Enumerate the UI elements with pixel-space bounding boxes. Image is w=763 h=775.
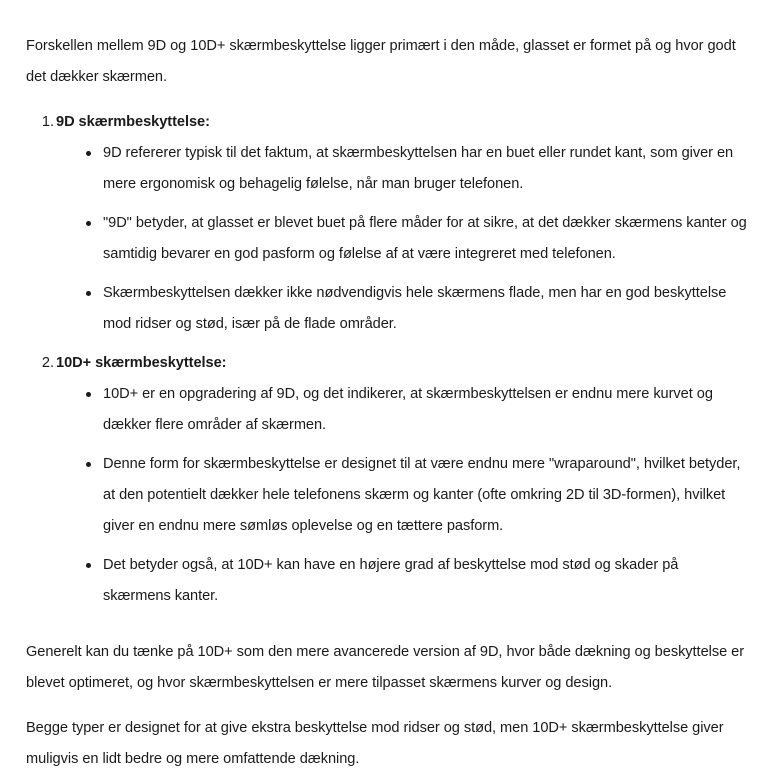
list-number-marker-1 xyxy=(36,107,54,138)
bullet-dot-icon xyxy=(86,563,91,568)
bullet-text: Skærmbeskyttelsen dækker ikke nødvendigvis hele skærmens flade, men har en god beskyttelse mod ridser og stød, især på de flade områder. xyxy=(103,285,727,332)
list-number-marker-2 xyxy=(36,348,54,379)
bullet-item xyxy=(56,208,750,270)
bullet-text: "9D" betyder, at glasset er blevet buet på flere måder for at sikre, at det dækker skærmens kanter og samtidig bevarer en god pasform og følelse af at være integreret med telefonen. xyxy=(103,215,747,262)
bullet-text: 9D refererer typisk til det faktum, at skærmbeskyttelsen har en buet eller rundet kant, som giver en mere ergonomisk og behagelig følelse, når man bruger telefonen. xyxy=(103,145,734,192)
ordered-list xyxy=(26,107,750,612)
closing-paragraph-1: Generelt kan du tænke på 10D+ som den mere avancerede version af 9D, hvor både dækning og beskyttelse er blevet optimeret, og hvor skærmbeskyttelsen er mere tilpasset skærmens kurver og design. xyxy=(26,644,745,691)
list-heading-2: 10D+ skærmbeskyttelse: xyxy=(56,355,227,371)
bullet-dot-icon xyxy=(86,462,91,467)
bullet-text: Det betyder også, at 10D+ kan have en højere grad af beskyttelse mod stød og skader på skærmens kanter. xyxy=(103,557,679,604)
bullet-item xyxy=(56,278,750,340)
bullet-item xyxy=(56,550,750,612)
bullet-text: Denne form for skærmbeskyttelse er designet til at være endnu mere "wraparound", hvilket betyder, at den potentielt dækker hele telefonens skærm og kanter (ofte omkring 2D til 3D-formen), hvilket giver en endnu mere sømløs oplevelse og en tættere pasform. xyxy=(103,456,741,534)
bullet-text: 10D+ er en opgradering af 9D, og det indikerer, at skærmbeskyttelsen er endnu mere kurvet og dækker flere områder af skærmen. xyxy=(103,386,713,433)
ordered-list-item-1 xyxy=(26,107,750,340)
intro-paragraph: Forskellen mellem 9D og 10D+ skærmbeskyttelse ligger primært i den måde, glasset er formet på og hvor godt det dækker skærmen. xyxy=(26,38,736,85)
bullet-dot-icon xyxy=(86,291,91,296)
bullet-dot-icon xyxy=(86,221,91,226)
list-to-paragraph-spacer xyxy=(26,620,750,637)
bullet-item xyxy=(56,138,750,200)
bullet-item xyxy=(56,379,750,441)
bullet-list-2 xyxy=(56,379,750,612)
bullet-dot-icon xyxy=(86,151,91,156)
bullet-dot-icon xyxy=(86,392,91,397)
closing-paragraph-2: Begge typer er designet for at give ekstra beskyttelse mod ridser og stød, men 10D+ skærmbeskyttelse giver muligvis en lidt bedre og mere omfattende dækning. xyxy=(26,720,724,767)
bullet-list-1 xyxy=(56,138,750,340)
ordered-list-item-2 xyxy=(26,348,750,612)
bullet-item xyxy=(56,449,750,542)
list-heading-1: 9D skærmbeskyttelse: xyxy=(56,114,210,130)
